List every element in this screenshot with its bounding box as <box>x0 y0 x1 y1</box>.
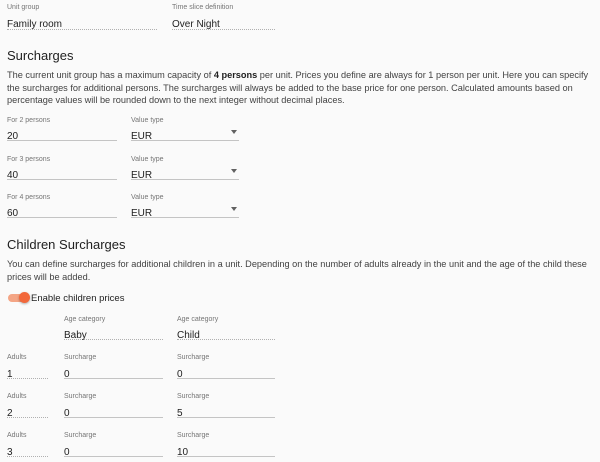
adults-value: 1 <box>7 369 13 380</box>
surcharge-label: Surcharge <box>64 354 97 361</box>
enable-children-prices-toggle[interactable] <box>6 292 30 305</box>
surcharge-persons-label: For 4 persons <box>7 194 51 201</box>
children-surcharges-title: Children Surcharges <box>7 237 126 252</box>
surcharges-title: Surcharges <box>7 48 74 63</box>
value-type-value: EUR <box>131 170 153 181</box>
baby-surcharge-input-adults-3[interactable] <box>64 442 163 457</box>
age-category-label: Age category <box>64 316 106 323</box>
surcharge-label: Surcharge <box>177 354 210 361</box>
unit-group-field <box>7 14 157 30</box>
unit-group-label: Unit group <box>7 4 40 11</box>
surcharge-value: 40 <box>7 170 19 181</box>
chevron-down-icon <box>231 169 237 173</box>
adults-value: 2 <box>7 408 13 419</box>
age-category-baby-field <box>64 325 163 340</box>
children-description: You can define surcharges for additional children in a unit. Depending on the number of adults already in the unit and the age of the child these prices will be added. <box>7 259 587 282</box>
surcharge-label: Surcharge <box>64 432 97 439</box>
adults-field <box>7 442 48 457</box>
adults-field <box>7 364 48 379</box>
value-type-label: Value type <box>131 194 164 201</box>
surcharge-value: 0 <box>177 369 183 380</box>
age-category-value: Child <box>177 330 200 341</box>
adults-field <box>7 403 48 418</box>
surcharge-value: 0 <box>64 369 70 380</box>
adults-label: Adults <box>7 393 27 400</box>
surcharge-value: 0 <box>64 447 70 458</box>
value-type-value: EUR <box>131 208 153 219</box>
time-slice-field <box>172 14 275 30</box>
surcharge-value: 5 <box>177 408 183 419</box>
surcharge-value: 10 <box>177 447 189 458</box>
surcharge-2-persons-input[interactable] <box>7 126 117 141</box>
child-surcharge-input-adults-3[interactable] <box>177 442 275 457</box>
surcharge-value: 0 <box>64 408 70 419</box>
surcharges-desc-post: per unit. Prices you define are always for 1 person per unit. Here you can specify the surcharges for additional persons. The surcharges will always be added to the base price for one person. Calculated amounts based on percentage values will be rounded down to the next integer without decimal places. <box>7 70 589 105</box>
value-type-label: Value type <box>131 156 164 163</box>
value-type-label: Value type <box>131 117 164 124</box>
value-type-value: EUR <box>131 131 153 142</box>
value-type-select-4-persons[interactable] <box>131 203 239 218</box>
age-category-child-field <box>177 325 275 340</box>
surcharge-label: Surcharge <box>177 432 210 439</box>
surcharge-4-persons-input[interactable] <box>7 203 117 218</box>
child-surcharge-input-adults-1[interactable] <box>177 364 275 379</box>
surcharge-persons-label: For 2 persons <box>7 117 51 124</box>
time-slice-label: Time slice definition <box>172 4 234 11</box>
surcharge-persons-label: For 3 persons <box>7 156 51 163</box>
adults-value: 3 <box>7 447 13 458</box>
surcharge-label: Surcharge <box>64 393 97 400</box>
time-slice-value: Over Night <box>172 19 220 30</box>
surcharge-3-persons-input[interactable] <box>7 165 117 180</box>
adults-label: Adults <box>7 354 27 361</box>
surcharges-desc-capacity: 4 persons <box>213 70 258 80</box>
child-surcharge-input-adults-2[interactable] <box>177 403 275 418</box>
enable-children-prices-label: Enable children prices <box>31 293 125 304</box>
baby-surcharge-input-adults-1[interactable] <box>64 364 163 379</box>
surcharge-value: 60 <box>7 208 19 219</box>
surcharges-description <box>7 69 592 107</box>
adults-label: Adults <box>7 432 27 439</box>
chevron-down-icon <box>231 207 237 211</box>
unit-group-value: Family room <box>7 19 63 30</box>
baby-surcharge-input-adults-2[interactable] <box>64 403 163 418</box>
value-type-select-3-persons[interactable] <box>131 165 239 180</box>
surcharge-value: 20 <box>7 131 19 142</box>
surcharge-label: Surcharge <box>177 393 210 400</box>
age-category-value: Baby <box>64 330 87 341</box>
chevron-down-icon <box>231 130 237 134</box>
value-type-select-2-persons[interactable] <box>131 126 239 141</box>
surcharges-desc-pre: The current unit group has a maximum capacity of <box>7 70 214 80</box>
toggle-thumb <box>19 292 30 303</box>
age-category-label: Age category <box>177 316 219 323</box>
